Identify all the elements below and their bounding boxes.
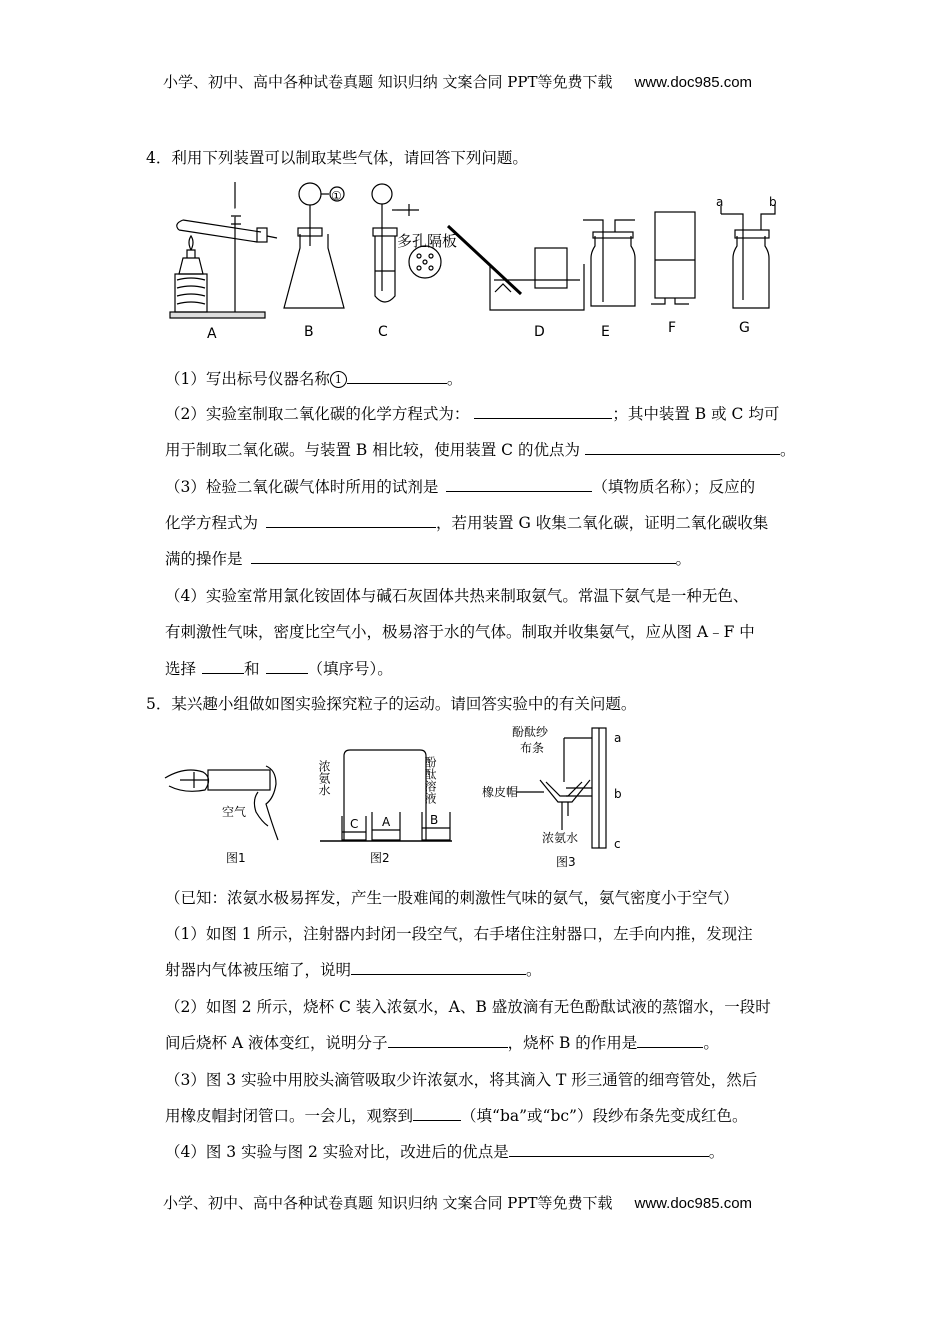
- q5-title: 5．某兴趣小组做如图实验探究粒子的运动。请回答实验中的有关问题。: [146, 695, 637, 713]
- q5-p4: （4）图 3 实验与图 2 实验对比，改进后的优点是 。: [165, 1143, 725, 1161]
- blank-reagent[interactable]: [446, 477, 592, 492]
- q5-p1-line1: （1）如图 1 所示，注射器内封闭一段空气，右手堵住注射器口，左手向内推，发现注: [165, 925, 753, 943]
- fig1-caption: 图1: [226, 851, 246, 865]
- footer-site-link[interactable]: www.doc985.com: [634, 1195, 753, 1212]
- header-text: 小学、初中、高中各种试卷真题 知识归纳 文案合同 PPT等免费下载: [163, 73, 613, 91]
- header-site-link[interactable]: www.doc985.com: [634, 74, 753, 91]
- porous-plate-label: 多孔隔板: [397, 232, 458, 250]
- label-g: G: [739, 320, 750, 336]
- blank-compression-explanation[interactable]: [351, 960, 526, 975]
- q5-experiment-figure: [160, 720, 640, 872]
- apparatus-f: [651, 212, 695, 304]
- q5-p3-line1: （3）图 3 实验中用胶头滴管吸取少许浓氨水，将其滴入 T 形三通管的细弯管处，然后: [165, 1071, 758, 1089]
- q4-p4-line3: 选择 和 （填序号）。: [165, 660, 393, 678]
- label-f: F: [668, 320, 677, 336]
- blank-full-check-operation[interactable]: [251, 549, 676, 564]
- blank-improvement-advantage[interactable]: [509, 1142, 709, 1157]
- blank-molecule-property[interactable]: [388, 1033, 508, 1048]
- beaker-a-label: A: [382, 815, 391, 829]
- beaker-c-label: C: [350, 817, 359, 831]
- q4-p3-line3: 满的操作是 。: [165, 550, 692, 568]
- rubber-cap-label: 橡皮帽: [482, 785, 519, 799]
- blank-segment-choice[interactable]: [413, 1106, 461, 1121]
- footer-text: 小学、初中、高中各种试卷真题 知识归纳 文案合同 PPT等免费下载: [163, 1194, 613, 1212]
- port-a-label: a: [716, 195, 724, 209]
- page-footer: [163, 1192, 752, 1213]
- gauze-label-2: 布条: [520, 741, 545, 755]
- blank-c-advantage[interactable]: [585, 440, 780, 455]
- apparatus-d: [448, 226, 584, 310]
- ammonia-label: 浓氨水: [542, 831, 579, 845]
- q5-p2-line2: 间后烧杯 A 液体变红，说明分子 ，烧杯 B 的作用是 。: [165, 1034, 719, 1052]
- point-c-label: c: [614, 837, 621, 851]
- blank-instrument-name[interactable]: [347, 369, 447, 384]
- label-c: C: [378, 324, 388, 340]
- beaker-b-label: B: [430, 813, 439, 827]
- phenol-vertical-label: 酚酞溶液: [423, 756, 437, 804]
- q5-p1-line2: 射器内气体被压缩了，说明 。: [165, 961, 542, 979]
- gauze-label-1: 酚酞纱: [512, 725, 549, 739]
- blank-beaker-b-role[interactable]: [637, 1033, 703, 1048]
- blank-co2-equation[interactable]: [474, 404, 612, 419]
- blank-reaction-equation[interactable]: [266, 513, 436, 528]
- label-a: A: [207, 326, 217, 342]
- q5-known: （已知：浓氨水极易挥发，产生一股难闻的刺激性气味的氨气，氨气密度小于空气）: [165, 889, 739, 907]
- q4-p2-line1: （2）实验室制取二氧化碳的化学方程式为： ；其中装置 B 或 C 均可: [165, 405, 780, 423]
- blank-choice-1[interactable]: [202, 659, 244, 674]
- q4-p1: （1）写出标号仪器名称 1 。: [165, 370, 463, 388]
- apparatus-a: [170, 182, 277, 318]
- q4-p2-line2: 用于制取二氧化碳。与装置 B 相比较，使用装置 C 的优点为 。: [165, 441, 796, 459]
- blank-choice-2[interactable]: [266, 659, 308, 674]
- fig1-syringe: [165, 766, 278, 840]
- point-a-label: a: [614, 731, 622, 745]
- mark-circle-1: 1: [330, 371, 347, 388]
- fig3-caption: 图3: [556, 855, 576, 869]
- circle-mark-1: ①: [331, 189, 342, 203]
- apparatus-e: [583, 220, 635, 306]
- q4-p3-line2: 化学方程式为 ，若用装置 G 收集二氧化碳，证明二氧化碳收集: [165, 514, 769, 532]
- ammonia-vertical-label: 浓氨水: [317, 760, 331, 796]
- q4-p4-line1: （4）实验室常用氯化铵固体与碱石灰固体共热来制取氨气。常温下氨气是一种无色、: [165, 587, 749, 605]
- q4-title: 4．利用下列装置可以制取某些气体，请回答下列问题。: [146, 149, 528, 167]
- port-b-label: b: [769, 195, 777, 209]
- air-label: 空气: [222, 805, 247, 819]
- point-b-label: b: [614, 787, 622, 801]
- page-header: [163, 71, 752, 92]
- apparatus-g: [721, 204, 775, 308]
- label-e: E: [601, 324, 610, 340]
- label-b: B: [304, 324, 314, 340]
- q4-p3-line1: （3）检验二氧化碳气体时所用的试剂是 （填物质名称）；反应的: [165, 478, 756, 496]
- fig2-caption: 图2: [370, 851, 390, 865]
- q4-apparatus-figure: [165, 176, 795, 346]
- q5-p3-line2: 用橡皮帽封闭管口。一会儿，观察到 （填“ba”或“bc”）段纱布条先变成红色。: [165, 1107, 748, 1125]
- q4-p4-line2: 有刺激性气味，密度比空气小，极易溶于水的气体。制取并收集氨气，应从图 A﹣F 中: [165, 623, 755, 641]
- q5-p2-line1: （2）如图 2 所示，烧杯 C 装入浓氨水，A、B 盛放滴有无色酚酞试液的蒸馏水，一段时: [165, 998, 771, 1016]
- label-d: D: [534, 324, 545, 340]
